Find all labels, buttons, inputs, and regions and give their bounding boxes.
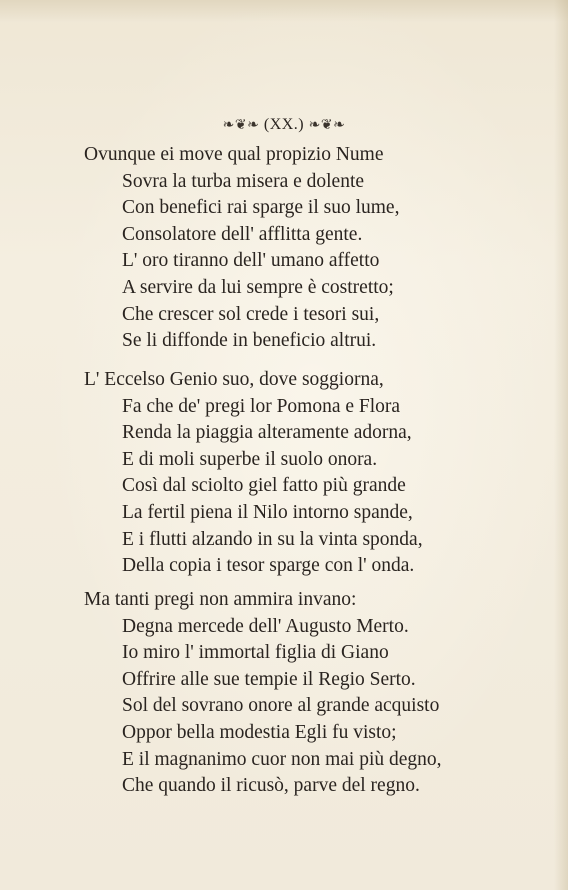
page-header bbox=[0, 116, 568, 134]
page-number: (XX.) bbox=[263, 116, 305, 133]
poem-line: A servire da lui sempre è costretto; bbox=[122, 277, 394, 298]
poem-line: Fa che de' pregi lor Pomona e Flora bbox=[122, 395, 401, 417]
poem-line: Degna mercede dell' Augusto Merto. bbox=[122, 615, 409, 637]
poem-line: E il magnanimo cuor non mai più degno, bbox=[122, 748, 442, 770]
header-ornament-right: ❧❦❧ bbox=[308, 118, 346, 133]
poem-line: La fertil piena il Nilo intorno spande, bbox=[122, 502, 413, 523]
header-ornament-left: ❧❦❧ bbox=[222, 118, 260, 133]
poem-line: Così dal sciolto giel fatto più grande bbox=[122, 475, 406, 497]
poem-line: Che crescer sol crede i tesori sui, bbox=[122, 303, 380, 325]
poem-line: Sol del sovrano onore al grande acquisto bbox=[122, 695, 440, 717]
poem-line: Oppor bella modestia Egli fu visto; bbox=[122, 722, 397, 743]
poem-line: E i flutti alzando in su la vinta sponda, bbox=[122, 528, 423, 550]
poem-line: Che quando il ricusò, parve del regno. bbox=[122, 775, 420, 797]
poem-line: Consolatore dell' afflitta gente. bbox=[122, 223, 363, 245]
poem-line: Renda la piaggia alteramente adorna, bbox=[122, 422, 412, 444]
poem-line: L' oro tiranno dell' umano affetto bbox=[122, 250, 380, 272]
poem-line: Ma tanti pregi non ammira invano: bbox=[84, 589, 357, 610]
poem-line: E di moli superbe il suolo onora. bbox=[122, 448, 378, 470]
poem-line: Offrire alle sue tempie il Regio Serto. bbox=[122, 668, 416, 690]
poem-line: Se li diffonde in beneficio altrui. bbox=[122, 330, 377, 352]
page-stain-top bbox=[0, 0, 568, 22]
poem-line: Della copia i tesor sparge con l' onda. bbox=[122, 555, 415, 577]
poem-line: Io miro l' immortal figlia di Giano bbox=[122, 642, 389, 664]
poem-line: Ovunque ei move qual propizio Nume bbox=[84, 144, 384, 165]
poem-line: L' Eccelso Genio suo, dove soggiorna, bbox=[84, 369, 384, 390]
poem-line: Sovra la turba misera e dolente bbox=[122, 170, 365, 192]
poem-line: Con benefici rai sparge il suo lume, bbox=[122, 197, 400, 219]
